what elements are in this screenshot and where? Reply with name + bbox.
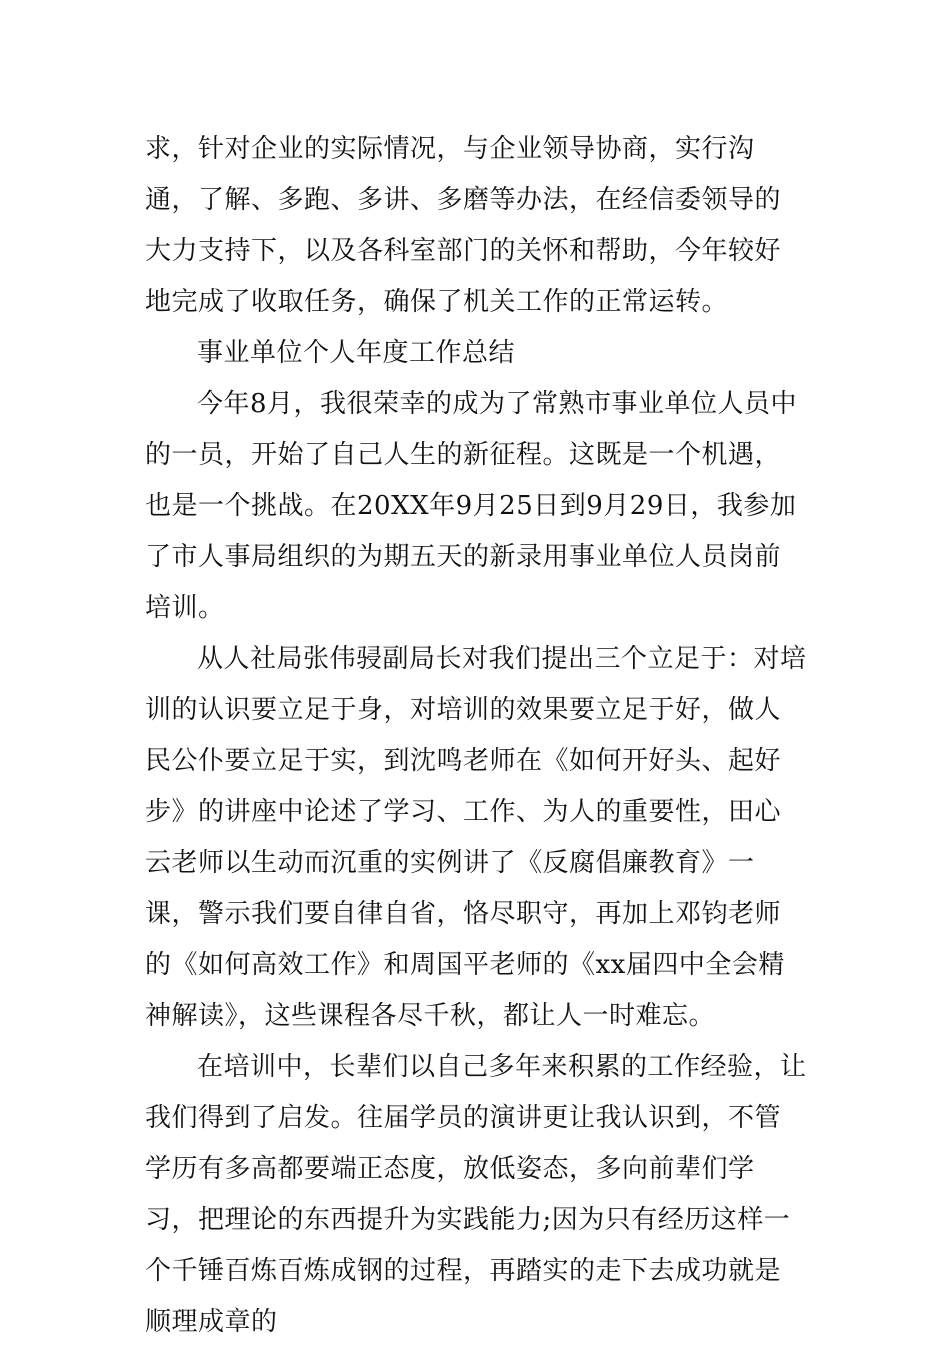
paragraph-intro: 今年8月，我很荣幸的成为了常熟市事业单位人员中的一员，开始了自己人生的新征程。这既是一个机遇，也是一个挑战。在20XX年9月25日到9月29日，我参加了市人事局组织的为期五天的新录用事业单位人员岗前培训。 xyxy=(145,389,798,623)
section-heading: 事业单位个人年度工作总结 xyxy=(197,338,516,368)
paragraph-training-insights: 在培训中，长辈们以自己多年来积累的工作经验，让我们得到了启发。往届学员的演讲更让我认识到，不管学历有多高都要端正态度，放低姿态，多向前辈们学习，把理论的东西提升为实践能力;因为只有经历这样一个千锤百炼百炼成钢的过程，再踏实的走下去成功就是顺理成章的 xyxy=(145,1052,807,1337)
document-body xyxy=(145,124,807,1348)
paragraph-training-courses: 从人社局张伟骎副局长对我们提出三个立足于：对培训的认识要立足于身，对培训的效果要立足于好，做人民公仆要立足于实，到沈鸣老师在《如何开好头、起好步》的讲座中论述了学习、工作、为人的重要性，田心云老师以生动而沉重的实例讲了《反腐倡廉教育》一课，警示我们要自律自省，恪尽职守，再加上邓钧老师的《如何高效工作》和周国平老师的《xx届四中全会精神解读》，这些课程各尽千秋，都让人一时难忘。 xyxy=(145,644,807,1031)
paragraph-continuation: 求，针对企业的实际情况，与企业领导协商，实行沟通，了解、多跑、多讲、多磨等办法，在经信委领导的大力支持下，以及各科室部门的关怀和帮助，今年较好地完成了收取任务，确保了机关工作的正常运转。 xyxy=(145,134,782,317)
